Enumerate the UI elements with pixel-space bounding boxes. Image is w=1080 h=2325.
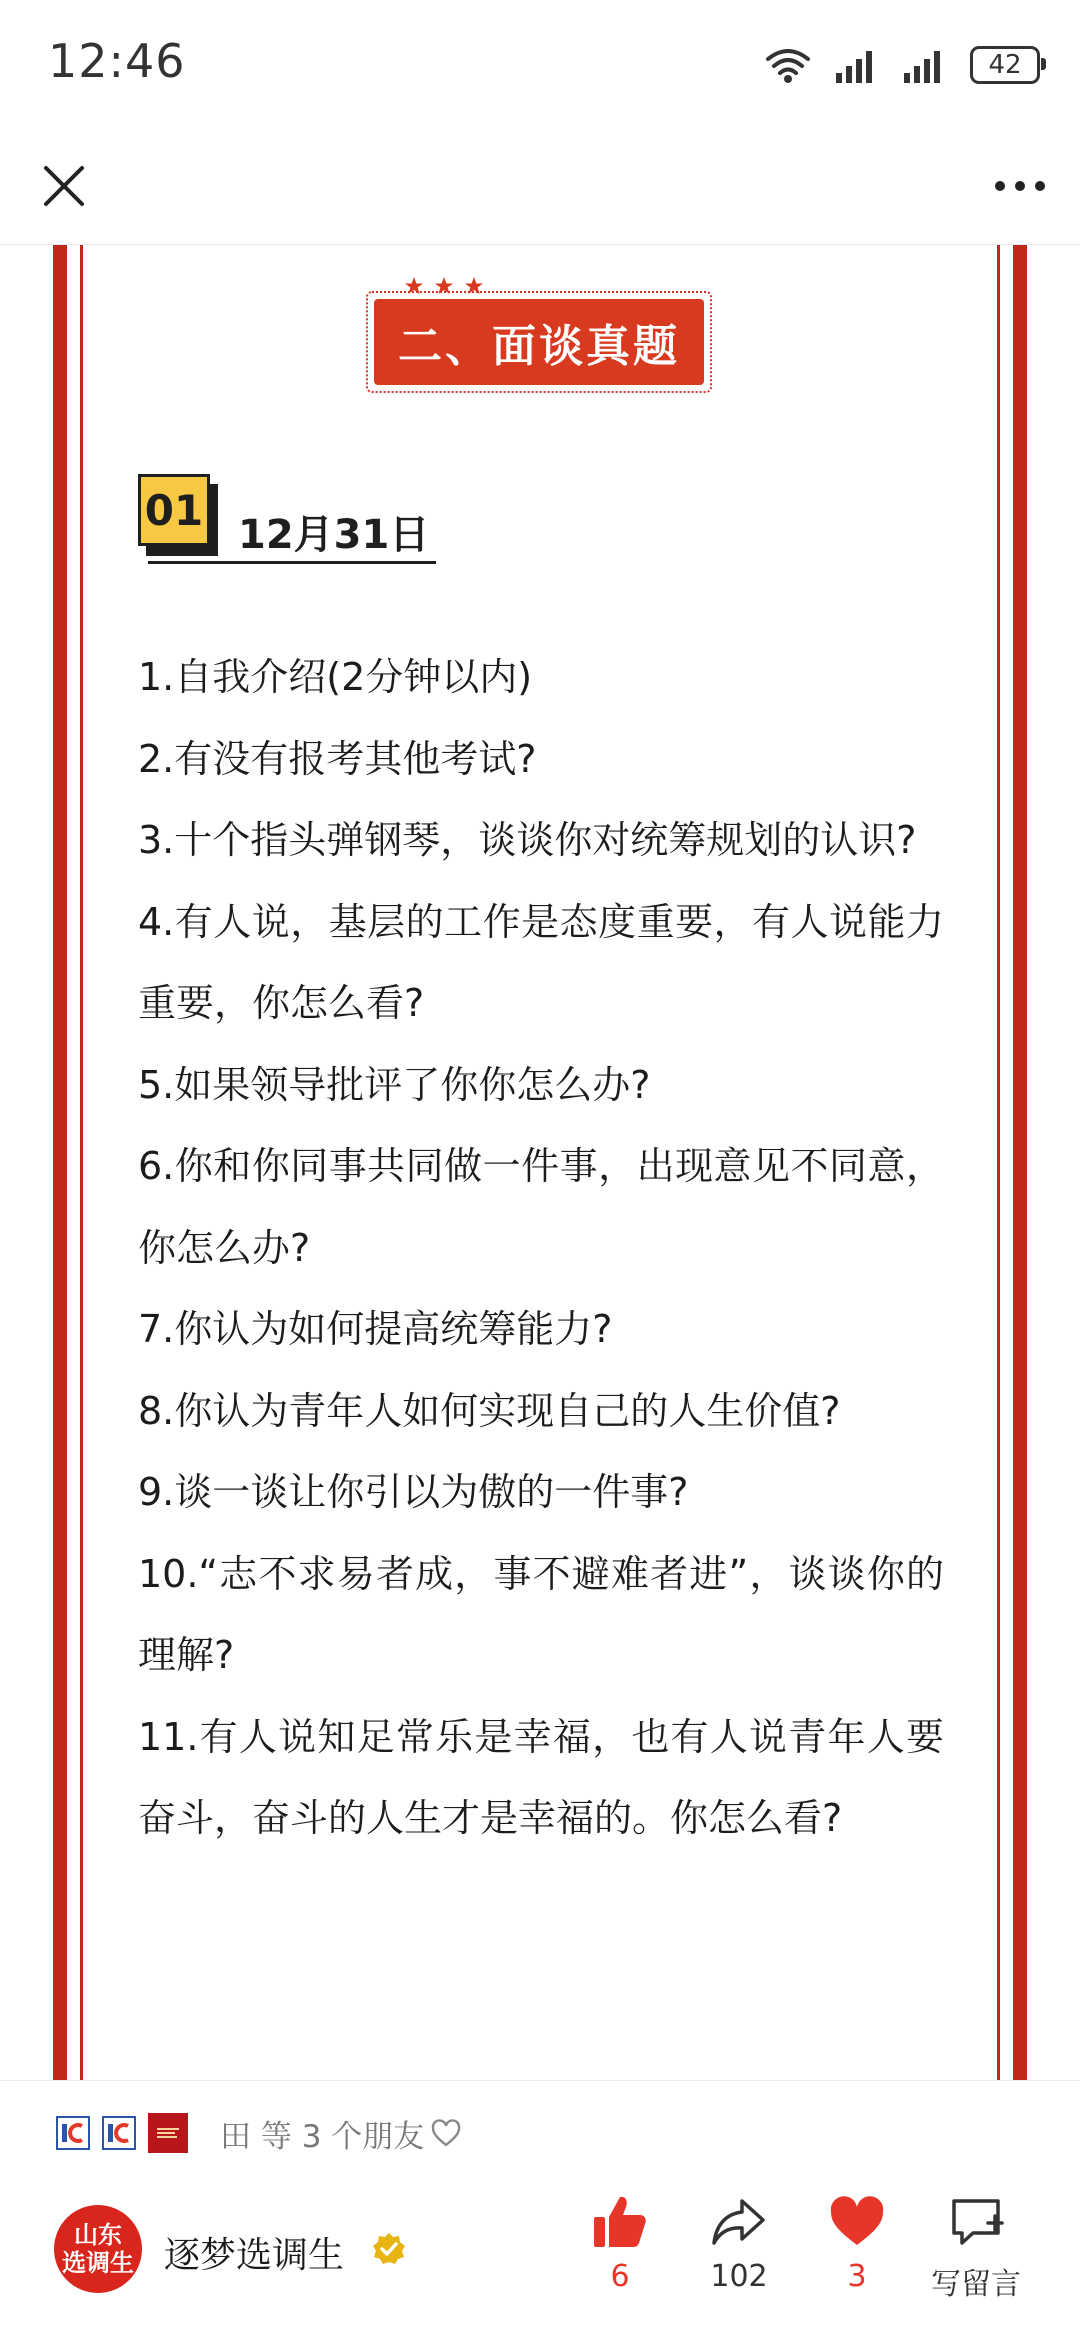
decorative-border — [1013, 245, 1027, 2080]
decorative-border — [997, 245, 1000, 2080]
date-underline — [148, 561, 436, 564]
friend-avatar-icon — [102, 2116, 136, 2150]
thumbs-up-icon — [590, 2193, 650, 2251]
question-item: 7.你认为如何提高统筹能力? — [138, 1307, 613, 1351]
question-item: 4.有人说，基层的工作是态度重要，有人说能力重要，你怎么看? — [138, 899, 944, 1025]
battery-icon — [970, 46, 1040, 84]
verified-badge-icon — [371, 2231, 407, 2267]
status-bar — [0, 0, 1080, 128]
question-item: 8.你认为青年人如何实现自己的人生价值? — [138, 1388, 841, 1433]
favorite-button[interactable] — [797, 2193, 917, 2313]
decorative-border — [80, 245, 83, 2080]
friend-avatar-icon — [148, 2113, 188, 2153]
share-button[interactable] — [679, 2193, 799, 2313]
question-item: 5.如果领导批评了你你怎么办? — [138, 1062, 651, 1107]
decorative-border — [53, 245, 67, 2080]
heart-outline-icon — [430, 2118, 462, 2148]
number-badge — [138, 474, 216, 552]
more-icon — [986, 152, 1054, 220]
question-item: 10.“志不求易者成，事不避难者进”，谈谈你的理解? — [138, 1551, 944, 1677]
number-badge-label: 01 — [138, 474, 210, 546]
favorite-count: 3 — [847, 2259, 867, 2294]
question-item: 6.你和你同事共同做一件事，出现意见不同意，你怎么办? — [138, 1144, 944, 1270]
friends-liked-text — [220, 2111, 462, 2156]
section-heading-frame — [366, 291, 712, 393]
author-name[interactable]: 逐梦选调生 — [164, 2235, 345, 2276]
question-list — [138, 637, 944, 1860]
friends-liked-row[interactable] — [56, 2111, 462, 2155]
more-options-button[interactable] — [986, 152, 1054, 220]
friends-liked-label: 田 等 3 个朋友 — [220, 2118, 425, 2155]
close-button[interactable] — [30, 152, 98, 220]
question-item: 11.有人说知足常乐是幸福，也有人说青年人要奋斗，奋斗的人生才是幸福的。你怎么看? — [138, 1714, 944, 1840]
nav-bar — [0, 128, 1080, 245]
like-count: 6 — [610, 2259, 630, 2294]
question-item: 2.有没有报考其他考试? — [138, 736, 537, 781]
status-icons — [764, 40, 1040, 90]
battery-level: 42 — [988, 50, 1022, 80]
close-icon — [30, 152, 98, 220]
like-button[interactable] — [560, 2193, 680, 2313]
question-item: 9.谈一谈让你引以为傲的一件事? — [138, 1470, 689, 1514]
write-comment-button[interactable] — [916, 2193, 1036, 2313]
section-heading: 二、面谈真题 — [374, 299, 704, 385]
question-item: 3.十个指头弹钢琴，谈谈你对统筹规划的认识? — [138, 818, 917, 862]
article-content — [0, 245, 1080, 2080]
bottom-bar — [0, 2080, 1080, 2325]
status-time: 12:46 — [48, 34, 186, 88]
heart-icon — [827, 2193, 887, 2251]
wifi-icon — [764, 45, 812, 85]
question-item: 1.自我介绍(2分钟以内) — [138, 655, 533, 699]
date-label: 12月31日 — [238, 512, 430, 558]
share-count: 102 — [710, 2259, 768, 2294]
author-avatar[interactable]: 山东 选调生 — [54, 2205, 142, 2293]
share-icon — [709, 2193, 769, 2251]
signal-icon-2 — [902, 47, 948, 83]
write-comment-label: 写留言 — [931, 2267, 1021, 2302]
friend-avatar-icon — [56, 2116, 90, 2150]
signal-icon-1 — [834, 47, 880, 83]
comment-add-icon — [946, 2193, 1006, 2251]
